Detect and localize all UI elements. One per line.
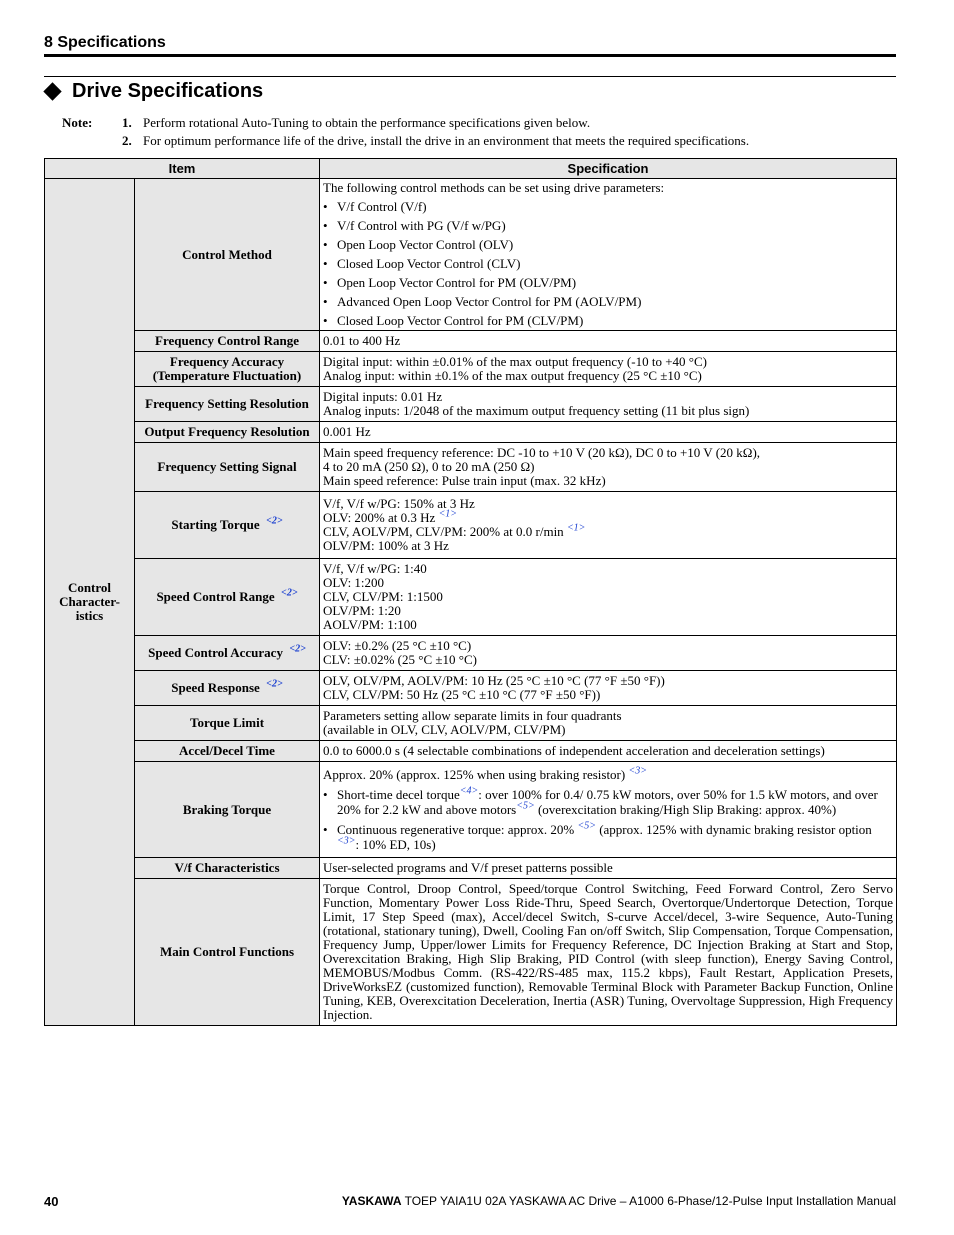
table-row xyxy=(45,179,897,331)
spec-text: Parameters setting allow separate limits in four quadrants xyxy=(323,708,622,723)
spec-text: CLV, AOLV/PM, CLV/PM: 200% at 0.0 r/min xyxy=(323,524,564,539)
footnote-ref-link[interactable]: <2> xyxy=(289,643,306,655)
item-text: Speed Control Range xyxy=(156,589,275,604)
list-item: • V/f Control with PG (V/f w/PG) xyxy=(323,218,506,233)
spec-text: Approx. 20% (approx. 125% when using braking resistor) xyxy=(323,767,626,782)
table-row xyxy=(45,706,897,741)
page-number: 40 xyxy=(44,1194,59,1209)
footnote-ref-link[interactable]: <1> xyxy=(438,508,458,520)
section-title-text: Drive Specifications xyxy=(72,80,264,102)
table-row xyxy=(45,387,897,422)
item-text: Speed Response xyxy=(171,680,260,695)
bullet-text: V/f Control with PG (V/f w/PG) xyxy=(337,218,506,233)
item-cell: Accel/Decel Time xyxy=(135,741,320,762)
spec-cell xyxy=(320,559,897,636)
table-row xyxy=(45,352,897,387)
spec-line xyxy=(323,508,893,525)
list-item: • Open Loop Vector Control (OLV) xyxy=(323,237,514,252)
item-text: (Temperature Fluctuation) xyxy=(152,368,302,383)
table-row xyxy=(45,443,897,492)
spec-text: Main speed frequency reference: DC -10 to +10 V (20 kΩ), DC 0 to +10 V (20 kΩ), xyxy=(323,445,761,460)
bullet-text: Closed Loop Vector Control for PM (CLV/PM) xyxy=(337,313,584,328)
spec-cell xyxy=(320,179,897,331)
footnote-ref-link[interactable]: <2> xyxy=(266,678,283,690)
list-item: • Open Loop Vector Control for PM (OLV/PM) xyxy=(323,275,577,290)
spec-text: CLV, CLV/PM: 50 Hz (25 °C ±10 °C (77 °F ±50 °F)) xyxy=(323,687,601,702)
bullet-text xyxy=(337,787,893,817)
item-cell: Frequency Setting Signal xyxy=(135,443,320,492)
spec-text: V/f, V/f w/PG: 1:40 xyxy=(323,561,427,576)
note-number: 2. xyxy=(122,133,132,148)
footnote-ref-link[interactable]: <5> xyxy=(577,820,596,832)
notes xyxy=(62,114,749,150)
list-item: • Closed Loop Vector Control (CLV) xyxy=(323,256,521,271)
item-cell xyxy=(135,636,320,671)
item-cell: Frequency Control Range xyxy=(135,331,320,352)
bullet-text: Advanced Open Loop Vector Control for PM (AOLV/PM) xyxy=(337,294,642,309)
footnote-ref-link[interactable]: <3> xyxy=(628,765,647,777)
table-row xyxy=(45,331,897,352)
item-cell xyxy=(135,352,320,387)
bullet-text: Open Loop Vector Control for PM (OLV/PM) xyxy=(337,275,577,290)
section-title xyxy=(44,80,263,103)
table-row xyxy=(45,636,897,671)
spec-cell: 0.0 to 6000.0 s (4 selectable combinations of independent acceleration and deceleration settings) xyxy=(320,741,897,762)
footnote-ref-link[interactable]: <2> xyxy=(266,515,283,527)
note-text: For optimum performance life of the drive, install the drive in an environment that meets the required specifications. xyxy=(143,133,750,148)
item-cell: Main Control Functions xyxy=(135,879,320,1026)
footer-brand: YASKAWA xyxy=(341,1194,402,1208)
spec-cell xyxy=(320,762,897,858)
bullet-text-part: : 10% ED, 10s) xyxy=(355,837,436,852)
table-row xyxy=(45,422,897,443)
item-cell: Output Frequency Resolution xyxy=(135,422,320,443)
spec-text: OLV: 200% at 0.3 Hz xyxy=(323,510,436,525)
chapter-heading: 8 Specifications xyxy=(44,34,166,51)
bullet-text-part: (overexcitation braking/High Slip Braking: approx. 40%) xyxy=(534,802,837,817)
spec-cell xyxy=(320,706,897,741)
item-cell: V/f Characteristics xyxy=(135,858,320,879)
spec-text: (available in OLV, CLV, AOLV/PM, CLV/PM) xyxy=(323,722,566,737)
bullet-text xyxy=(337,822,893,852)
spec-cell xyxy=(320,636,897,671)
bullet-text: V/f Control (V/f) xyxy=(337,199,427,214)
spec-text: Analog inputs: 1/2048 of the maximum output frequency setting (11 bit plus sign) xyxy=(323,403,750,418)
spec-cell: User-selected programs and V/f preset patterns possible xyxy=(320,858,897,879)
table-row xyxy=(45,879,897,1026)
footer-text xyxy=(342,1194,896,1208)
header-specification: Specification xyxy=(320,159,897,179)
spec-text: OLV/PM: 100% at 3 Hz xyxy=(323,538,449,553)
group-cell: Control Character-istics xyxy=(45,179,135,1026)
note-number: 1. xyxy=(122,115,132,130)
list-item: • Closed Loop Vector Control for PM (CLV/PM) xyxy=(323,313,584,328)
spec-cell: 0.01 to 400 Hz xyxy=(320,331,897,352)
table-row xyxy=(45,559,897,636)
bullet-text: Open Loop Vector Control (OLV) xyxy=(337,237,514,252)
spec-text: CLV: ±0.02% (25 °C ±10 °C) xyxy=(323,652,477,667)
spec-text: V/f, V/f w/PG: 150% at 3 Hz xyxy=(323,496,475,511)
spec-text: Digital inputs: 0.01 Hz xyxy=(323,389,443,404)
spec-cell xyxy=(320,671,897,706)
diamond-bullet-icon xyxy=(43,82,61,100)
table-header-row xyxy=(45,159,897,179)
spec-line xyxy=(323,522,893,539)
spec-cell xyxy=(320,492,897,559)
item-cell: Control Method xyxy=(135,179,320,331)
item-cell xyxy=(135,671,320,706)
table-row xyxy=(45,858,897,879)
table-row xyxy=(45,762,897,858)
spec-cell xyxy=(320,443,897,492)
table-row xyxy=(45,741,897,762)
item-cell xyxy=(135,559,320,636)
bullet-text-part: (approx. 125% with dynamic braking resistor option xyxy=(595,822,872,837)
bullet-text-part: Continuous regenerative torque: approx. 20% xyxy=(337,822,575,837)
note-text: Perform rotational Auto-Tuning to obtain the performance specifications given below. xyxy=(143,115,591,130)
note-item xyxy=(62,132,749,150)
item-cell: Braking Torque xyxy=(135,762,320,858)
spec-cell xyxy=(320,352,897,387)
item-cell: Torque Limit xyxy=(135,706,320,741)
spec-text: OLV: 1:200 xyxy=(323,575,385,590)
bullet-text-part: : over 100% for 0.4/ 0.75 kW motors, over 50% for 1.5 kW motors, and over 20% for 2.2 kW and above motors xyxy=(337,787,878,817)
spec-text: CLV, CLV/PM: 1:1500 xyxy=(323,589,443,604)
spec-cell: Torque Control, Droop Control, Speed/torque Control Switching, Feed Forward Control, Zero Servo Function, Momentary Power Loss Ride-Thru, Speed Search, Overtorque/Undertorque Detection, Torque Limit, 17 Step Speed (max), Accel/decel Switch, S-curve Accel/decel, 3-wire Sequence, Auto-Tuning (rotational, stationary tuning), Dwell, Cooling Fan on/off Switch, Slip Compensation, Torque Compensation, Frequency Jump, Upper/lower Limits for Frequency Reference, DC Injection Braking at Start and Stop, Overexcitation Braking, High Slip Braking, PID Control (with sleep function), Energy Saving Control, MEMOBUS/Modbus Comm. (RS-422/RS-485 max, 115.2 kbps), Fault Restart, Application Presets, DriveWorksEZ (customized function), Removable Terminal Block with Parameter Backup Function, Online Tuning, KEB, Overexcitation Deceleration, Inertia (ASR) Tuning, Overvoltage Suppression, High Frequency Injection. xyxy=(320,879,897,1026)
footnote-ref-link[interactable]: <4> xyxy=(459,785,479,797)
spec-text: AOLV/PM: 1:100 xyxy=(323,617,417,632)
footnote-ref-link[interactable]: <1> xyxy=(566,522,586,534)
item-text: Frequency Accuracy xyxy=(169,354,285,369)
table-row xyxy=(45,492,897,559)
drive-spec-table xyxy=(44,158,897,1026)
footnote-ref-link[interactable]: <5> xyxy=(516,800,535,812)
spec-cell xyxy=(320,387,897,422)
list-item: • Advanced Open Loop Vector Control for PM (AOLV/PM) xyxy=(323,294,642,309)
bullet-text-part: Short-time decel torque xyxy=(337,787,460,802)
item-text: Starting Torque xyxy=(171,517,260,532)
spec-cell: 0.001 Hz xyxy=(320,422,897,443)
spec-text: Analog input: within ±0.1% of the max output frequency (25 °C ±10 °C) xyxy=(323,368,702,383)
spec-text: Main speed reference: Pulse train input (max. 32 kHz) xyxy=(323,473,606,488)
spec-text: 4 to 20 mA (250 Ω), 0 to 20 mA (250 Ω) xyxy=(323,459,535,474)
spec-text: The following control methods can be set using drive parameters: xyxy=(323,180,665,195)
note-item xyxy=(62,114,749,132)
spec-text: Digital input: within ±0.01% of the max output frequency (-10 to +40 °C) xyxy=(323,354,707,369)
footnote-ref-link[interactable]: <2> xyxy=(281,587,298,599)
header-item: Item xyxy=(45,159,320,179)
spec-line xyxy=(323,767,893,782)
header-rule-thick xyxy=(44,54,896,57)
spec-text: OLV: ±0.2% (25 °C ±10 °C) xyxy=(323,638,472,653)
footer-title: TOEP YAIA1U 02A YASKAWA AC Drive – A1000 6-Phase/12-Pulse Input Installation Manual xyxy=(401,1194,896,1208)
item-text: Speed Control Accuracy xyxy=(148,645,283,660)
list-item: • Short-time decel torque$^{<4>}$: over 100% for 0.4/ 0.75 kW motors, over 50% for 1.5 kW motors, and over 20% for 2.2 kW and above motors$^{<5>}$ (overexcitation braking/High Slip Braking: approx. 40%) xyxy=(323,787,893,817)
item-cell: Frequency Setting Resolution xyxy=(135,387,320,422)
item-cell xyxy=(135,492,320,559)
note-label: Note: xyxy=(62,115,93,130)
bullet-text: Closed Loop Vector Control (CLV) xyxy=(337,256,521,271)
table-row xyxy=(45,671,897,706)
list-item: • V/f Control (V/f) xyxy=(323,199,427,214)
header-rule-thin xyxy=(44,76,896,77)
spec-text: OLV, OLV/PM, AOLV/PM: 10 Hz (25 °C ±10 °C (77 °F ±50 °F)) xyxy=(323,673,665,688)
spec-text: OLV/PM: 1:20 xyxy=(323,603,401,618)
list-item: • Continuous regenerative torque: approx. 20% $^{<5>}$ (approx. 125% with dynamic braking resistor option $^{<3>}$: 10% ED, 10s) xyxy=(323,822,893,852)
footnote-ref-link[interactable]: <3> xyxy=(337,835,356,847)
